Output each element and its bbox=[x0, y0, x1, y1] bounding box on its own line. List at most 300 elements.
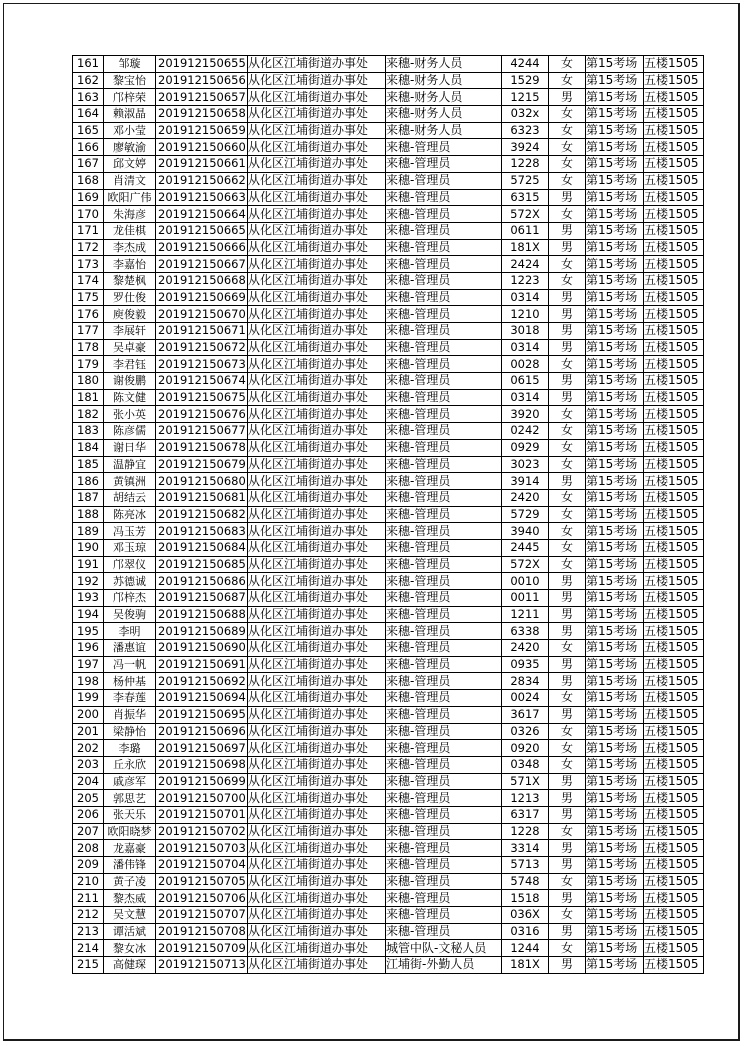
seq-number-cell: 169 bbox=[73, 189, 104, 206]
gender-cell: 男 bbox=[549, 673, 586, 690]
exam-room-cell: 第15考场 bbox=[586, 423, 644, 440]
exam-room-cell: 第15考场 bbox=[586, 189, 644, 206]
exam-room-cell: 第15考场 bbox=[586, 122, 644, 139]
location-cell: 五楼1505 bbox=[644, 773, 704, 790]
candidate-name-cell: 邹璇 bbox=[104, 56, 156, 73]
location-cell: 五楼1505 bbox=[644, 640, 704, 657]
table-row bbox=[73, 590, 704, 607]
seq-number-cell: 187 bbox=[73, 489, 104, 506]
position-cell: 来穗-管理员 bbox=[386, 323, 502, 340]
position-cell: 来穗-财务人员 bbox=[386, 56, 502, 73]
table-row bbox=[73, 506, 704, 523]
admission-ticket-cell: 201912150695 bbox=[156, 706, 248, 723]
location-cell: 五楼1505 bbox=[644, 439, 704, 456]
table-row bbox=[73, 823, 704, 840]
candidate-name-cell: 戚彦军 bbox=[104, 773, 156, 790]
position-cell: 来穗-管理员 bbox=[386, 923, 502, 940]
admission-ticket-cell: 201912150688 bbox=[156, 606, 248, 623]
admission-ticket-cell: 201912150659 bbox=[156, 122, 248, 139]
table-row bbox=[73, 673, 704, 690]
position-cell: 来穗-管理员 bbox=[386, 172, 502, 189]
seq-number-cell: 191 bbox=[73, 556, 104, 573]
location-cell: 五楼1505 bbox=[644, 606, 704, 623]
admission-ticket-cell: 201912150708 bbox=[156, 923, 248, 940]
candidate-name-cell: 冯一帆 bbox=[104, 656, 156, 673]
id-suffix-cell: 5748 bbox=[502, 873, 549, 890]
gender-cell: 男 bbox=[549, 773, 586, 790]
table-row bbox=[73, 339, 704, 356]
location-cell: 五楼1505 bbox=[644, 406, 704, 423]
admission-ticket-cell: 201912150689 bbox=[156, 623, 248, 640]
id-suffix-cell: 0348 bbox=[502, 756, 549, 773]
table-row bbox=[73, 373, 704, 390]
gender-cell: 女 bbox=[549, 740, 586, 757]
seq-number-cell: 211 bbox=[73, 890, 104, 907]
candidate-name-cell: 黎宝怡 bbox=[104, 72, 156, 89]
position-cell: 来穗-管理员 bbox=[386, 623, 502, 640]
candidate-name-cell: 黎楚枫 bbox=[104, 272, 156, 289]
exam-room-cell: 第15考场 bbox=[586, 823, 644, 840]
position-cell: 来穗-管理员 bbox=[386, 673, 502, 690]
admission-ticket-cell: 201912150678 bbox=[156, 439, 248, 456]
id-suffix-cell: 6338 bbox=[502, 623, 549, 640]
gender-cell: 男 bbox=[549, 89, 586, 106]
employer-unit-cell: 从化区江埔街道办事处 bbox=[248, 740, 386, 757]
id-suffix-cell: 0326 bbox=[502, 723, 549, 740]
admission-ticket-cell: 201912150658 bbox=[156, 106, 248, 123]
position-cell: 来穗-管理员 bbox=[386, 473, 502, 490]
id-suffix-cell: 1215 bbox=[502, 89, 549, 106]
gender-cell: 男 bbox=[549, 606, 586, 623]
location-cell: 五楼1505 bbox=[644, 89, 704, 106]
candidate-name-cell: 邝梓杰 bbox=[104, 590, 156, 607]
location-cell: 五楼1505 bbox=[644, 907, 704, 924]
id-suffix-cell: 6317 bbox=[502, 806, 549, 823]
candidate-name-cell: 李明 bbox=[104, 623, 156, 640]
id-suffix-cell: 0028 bbox=[502, 356, 549, 373]
position-cell: 来穗-管理员 bbox=[386, 506, 502, 523]
location-cell: 五楼1505 bbox=[644, 756, 704, 773]
employer-unit-cell: 从化区江埔街道办事处 bbox=[248, 656, 386, 673]
position-cell: 来穗-管理员 bbox=[386, 806, 502, 823]
table-row bbox=[73, 656, 704, 673]
gender-cell: 男 bbox=[549, 189, 586, 206]
exam-room-cell: 第15考场 bbox=[586, 690, 644, 707]
id-suffix-cell: 0314 bbox=[502, 289, 549, 306]
gender-cell: 男 bbox=[549, 857, 586, 874]
table-row bbox=[73, 923, 704, 940]
gender-cell: 女 bbox=[549, 72, 586, 89]
position-cell: 来穗-管理员 bbox=[386, 756, 502, 773]
candidate-name-cell: 李春莲 bbox=[104, 690, 156, 707]
exam-room-cell: 第15考场 bbox=[586, 489, 644, 506]
exam-room-cell: 第15考场 bbox=[586, 523, 644, 540]
seq-number-cell: 203 bbox=[73, 756, 104, 773]
gender-cell: 女 bbox=[549, 272, 586, 289]
gender-cell: 男 bbox=[549, 890, 586, 907]
seq-number-cell: 179 bbox=[73, 356, 104, 373]
gender-cell: 女 bbox=[549, 723, 586, 740]
table-row bbox=[73, 606, 704, 623]
admission-ticket-cell: 201912150709 bbox=[156, 940, 248, 957]
id-suffix-cell: 0011 bbox=[502, 590, 549, 607]
location-cell: 五楼1505 bbox=[644, 940, 704, 957]
admission-ticket-cell: 201912150703 bbox=[156, 840, 248, 857]
id-suffix-cell: 1223 bbox=[502, 272, 549, 289]
id-suffix-cell: 5713 bbox=[502, 857, 549, 874]
gender-cell: 女 bbox=[549, 256, 586, 273]
admission-ticket-cell: 201912150671 bbox=[156, 323, 248, 340]
id-suffix-cell: 0611 bbox=[502, 222, 549, 239]
location-cell: 五楼1505 bbox=[644, 823, 704, 840]
gender-cell: 男 bbox=[549, 623, 586, 640]
gender-cell: 女 bbox=[549, 206, 586, 223]
candidate-name-cell: 黄镇洲 bbox=[104, 473, 156, 490]
exam-room-cell: 第15考场 bbox=[586, 72, 644, 89]
exam-room-cell: 第15考场 bbox=[586, 323, 644, 340]
position-cell: 来穗-管理员 bbox=[386, 790, 502, 807]
table-row bbox=[73, 740, 704, 757]
gender-cell: 女 bbox=[549, 539, 586, 556]
employer-unit-cell: 从化区江埔街道办事处 bbox=[248, 556, 386, 573]
seq-number-cell: 164 bbox=[73, 106, 104, 123]
location-cell: 五楼1505 bbox=[644, 306, 704, 323]
gender-cell: 男 bbox=[549, 373, 586, 390]
table-row bbox=[73, 473, 704, 490]
employer-unit-cell: 从化区江埔街道办事处 bbox=[248, 89, 386, 106]
id-suffix-cell: 1228 bbox=[502, 156, 549, 173]
location-cell: 五楼1505 bbox=[644, 272, 704, 289]
employer-unit-cell: 从化区江埔街道办事处 bbox=[248, 189, 386, 206]
admission-ticket-cell: 201912150690 bbox=[156, 640, 248, 657]
employer-unit-cell: 从化区江埔街道办事处 bbox=[248, 122, 386, 139]
gender-cell: 女 bbox=[549, 640, 586, 657]
candidate-name-cell: 欧阳广伟 bbox=[104, 189, 156, 206]
location-cell: 五楼1505 bbox=[644, 56, 704, 73]
location-cell: 五楼1505 bbox=[644, 890, 704, 907]
employer-unit-cell: 从化区江埔街道办事处 bbox=[248, 139, 386, 156]
seq-number-cell: 171 bbox=[73, 222, 104, 239]
exam-room-cell: 第15考场 bbox=[586, 673, 644, 690]
location-cell: 五楼1505 bbox=[644, 239, 704, 256]
gender-cell: 女 bbox=[549, 423, 586, 440]
admission-ticket-cell: 201912150705 bbox=[156, 873, 248, 890]
gender-cell: 男 bbox=[549, 239, 586, 256]
candidate-name-cell: 朱海彦 bbox=[104, 206, 156, 223]
gender-cell: 女 bbox=[549, 172, 586, 189]
admission-ticket-cell: 201912150674 bbox=[156, 373, 248, 390]
exam-room-cell: 第15考场 bbox=[586, 806, 644, 823]
gender-cell: 女 bbox=[549, 122, 586, 139]
employer-unit-cell: 从化区江埔街道办事处 bbox=[248, 673, 386, 690]
gender-cell: 男 bbox=[549, 957, 586, 974]
candidate-name-cell: 梁静怡 bbox=[104, 723, 156, 740]
seq-number-cell: 215 bbox=[73, 957, 104, 974]
employer-unit-cell: 从化区江埔街道办事处 bbox=[248, 239, 386, 256]
gender-cell: 女 bbox=[549, 139, 586, 156]
admission-ticket-cell: 201912150697 bbox=[156, 740, 248, 757]
exam-room-cell: 第15考场 bbox=[586, 573, 644, 590]
location-cell: 五楼1505 bbox=[644, 539, 704, 556]
employer-unit-cell: 从化区江埔街道办事处 bbox=[248, 506, 386, 523]
id-suffix-cell: 2420 bbox=[502, 640, 549, 657]
exam-room-cell: 第15考场 bbox=[586, 373, 644, 390]
employer-unit-cell: 从化区江埔街道办事处 bbox=[248, 706, 386, 723]
gender-cell: 男 bbox=[549, 389, 586, 406]
admission-ticket-cell: 201912150666 bbox=[156, 239, 248, 256]
location-cell: 五楼1505 bbox=[644, 723, 704, 740]
location-cell: 五楼1505 bbox=[644, 289, 704, 306]
position-cell: 来穗-管理员 bbox=[386, 189, 502, 206]
candidate-name-cell: 罗仕俊 bbox=[104, 289, 156, 306]
gender-cell: 女 bbox=[549, 439, 586, 456]
location-cell: 五楼1505 bbox=[644, 189, 704, 206]
location-cell: 五楼1505 bbox=[644, 840, 704, 857]
id-suffix-cell: 3617 bbox=[502, 706, 549, 723]
id-suffix-cell: 0935 bbox=[502, 656, 549, 673]
location-cell: 五楼1505 bbox=[644, 156, 704, 173]
position-cell: 来穗-管理员 bbox=[386, 523, 502, 540]
gender-cell: 女 bbox=[549, 690, 586, 707]
admission-ticket-cell: 201912150681 bbox=[156, 489, 248, 506]
seq-number-cell: 212 bbox=[73, 907, 104, 924]
seq-number-cell: 214 bbox=[73, 940, 104, 957]
gender-cell: 男 bbox=[549, 339, 586, 356]
admission-ticket-cell: 201912150676 bbox=[156, 406, 248, 423]
position-cell: 来穗-管理员 bbox=[386, 857, 502, 874]
candidate-name-cell: 龙佳棋 bbox=[104, 222, 156, 239]
admission-ticket-cell: 201912150683 bbox=[156, 523, 248, 540]
candidate-name-cell: 李杰成 bbox=[104, 239, 156, 256]
seq-number-cell: 204 bbox=[73, 773, 104, 790]
admission-ticket-cell: 201912150691 bbox=[156, 656, 248, 673]
table-row bbox=[73, 139, 704, 156]
location-cell: 五楼1505 bbox=[644, 473, 704, 490]
location-cell: 五楼1505 bbox=[644, 673, 704, 690]
position-cell: 来穗-管理员 bbox=[386, 406, 502, 423]
exam-room-cell: 第15考场 bbox=[586, 406, 644, 423]
exam-room-cell: 第15考场 bbox=[586, 840, 644, 857]
employer-unit-cell: 从化区江埔街道办事处 bbox=[248, 873, 386, 890]
gender-cell: 女 bbox=[549, 940, 586, 957]
table-row bbox=[73, 857, 704, 874]
admission-ticket-cell: 201912150673 bbox=[156, 356, 248, 373]
location-cell: 五楼1505 bbox=[644, 106, 704, 123]
employer-unit-cell: 从化区江埔街道办事处 bbox=[248, 539, 386, 556]
location-cell: 五楼1505 bbox=[644, 656, 704, 673]
location-cell: 五楼1505 bbox=[644, 373, 704, 390]
gender-cell: 男 bbox=[549, 790, 586, 807]
location-cell: 五楼1505 bbox=[644, 256, 704, 273]
employer-unit-cell: 从化区江埔街道办事处 bbox=[248, 106, 386, 123]
exam-room-cell: 第15考场 bbox=[586, 356, 644, 373]
candidate-name-cell: 李君钰 bbox=[104, 356, 156, 373]
position-cell: 来穗-管理员 bbox=[386, 640, 502, 657]
admission-ticket-cell: 201912150694 bbox=[156, 690, 248, 707]
id-suffix-cell: 3023 bbox=[502, 456, 549, 473]
table-row bbox=[73, 72, 704, 89]
exam-room-cell: 第15考场 bbox=[586, 773, 644, 790]
admission-ticket-cell: 201912150669 bbox=[156, 289, 248, 306]
position-cell: 来穗-管理员 bbox=[386, 456, 502, 473]
position-cell: 来穗-管理员 bbox=[386, 907, 502, 924]
employer-unit-cell: 从化区江埔街道办事处 bbox=[248, 923, 386, 940]
table-row bbox=[73, 356, 704, 373]
employer-unit-cell: 从化区江埔街道办事处 bbox=[248, 840, 386, 857]
admission-ticket-cell: 201912150707 bbox=[156, 907, 248, 924]
position-cell: 城管中队-文秘人员 bbox=[386, 940, 502, 957]
exam-room-cell: 第15考场 bbox=[586, 640, 644, 657]
position-cell: 来穗-管理员 bbox=[386, 656, 502, 673]
seq-number-cell: 186 bbox=[73, 473, 104, 490]
table-row bbox=[73, 272, 704, 289]
candidate-name-cell: 潘伟锋 bbox=[104, 857, 156, 874]
employer-unit-cell: 从化区江埔街道办事处 bbox=[248, 473, 386, 490]
gender-cell: 男 bbox=[549, 923, 586, 940]
gender-cell: 女 bbox=[549, 156, 586, 173]
admission-ticket-cell: 201912150685 bbox=[156, 556, 248, 573]
id-suffix-cell: 571X bbox=[502, 773, 549, 790]
gender-cell: 男 bbox=[549, 306, 586, 323]
seq-number-cell: 165 bbox=[73, 122, 104, 139]
seq-number-cell: 184 bbox=[73, 439, 104, 456]
seq-number-cell: 175 bbox=[73, 289, 104, 306]
seq-number-cell: 199 bbox=[73, 690, 104, 707]
gender-cell: 女 bbox=[549, 823, 586, 840]
employer-unit-cell: 从化区江埔街道办事处 bbox=[248, 857, 386, 874]
employer-unit-cell: 从化区江埔街道办事处 bbox=[248, 373, 386, 390]
table-row bbox=[73, 890, 704, 907]
table-row bbox=[73, 690, 704, 707]
location-cell: 五楼1505 bbox=[644, 690, 704, 707]
seq-number-cell: 207 bbox=[73, 823, 104, 840]
seq-number-cell: 172 bbox=[73, 239, 104, 256]
table-row bbox=[73, 439, 704, 456]
exam-room-cell: 第15考场 bbox=[586, 756, 644, 773]
candidate-name-cell: 陈彦儒 bbox=[104, 423, 156, 440]
id-suffix-cell: 1244 bbox=[502, 940, 549, 957]
position-cell: 来穗-管理员 bbox=[386, 239, 502, 256]
candidate-name-cell: 吴文慧 bbox=[104, 907, 156, 924]
gender-cell: 女 bbox=[549, 406, 586, 423]
table-row bbox=[73, 306, 704, 323]
gender-cell: 女 bbox=[549, 556, 586, 573]
candidate-name-cell: 杨仲基 bbox=[104, 673, 156, 690]
candidate-name-cell: 谢俊鹏 bbox=[104, 373, 156, 390]
seq-number-cell: 161 bbox=[73, 56, 104, 73]
employer-unit-cell: 从化区江埔街道办事处 bbox=[248, 206, 386, 223]
gender-cell: 女 bbox=[549, 907, 586, 924]
gender-cell: 女 bbox=[549, 756, 586, 773]
id-suffix-cell: 0242 bbox=[502, 423, 549, 440]
admission-ticket-cell: 201912150696 bbox=[156, 723, 248, 740]
candidate-name-cell: 李嘉怡 bbox=[104, 256, 156, 273]
exam-room-cell: 第15考场 bbox=[586, 139, 644, 156]
table-row bbox=[73, 840, 704, 857]
location-cell: 五楼1505 bbox=[644, 957, 704, 974]
table-row bbox=[73, 456, 704, 473]
candidate-name-cell: 龙嘉豪 bbox=[104, 840, 156, 857]
id-suffix-cell: 036X bbox=[502, 907, 549, 924]
location-cell: 五楼1505 bbox=[644, 222, 704, 239]
table-row bbox=[73, 723, 704, 740]
exam-room-cell: 第15考场 bbox=[586, 790, 644, 807]
seq-number-cell: 170 bbox=[73, 206, 104, 223]
table-body bbox=[73, 56, 704, 974]
seq-number-cell: 166 bbox=[73, 139, 104, 156]
location-cell: 五楼1505 bbox=[644, 323, 704, 340]
location-cell: 五楼1505 bbox=[644, 122, 704, 139]
employer-unit-cell: 从化区江埔街道办事处 bbox=[248, 957, 386, 974]
employer-unit-cell: 从化区江埔街道办事处 bbox=[248, 940, 386, 957]
id-suffix-cell: 3914 bbox=[502, 473, 549, 490]
exam-room-cell: 第15考场 bbox=[586, 857, 644, 874]
table-row bbox=[73, 873, 704, 890]
location-cell: 五楼1505 bbox=[644, 356, 704, 373]
candidate-name-cell: 李展轩 bbox=[104, 323, 156, 340]
id-suffix-cell: 1529 bbox=[502, 72, 549, 89]
location-cell: 五楼1505 bbox=[644, 72, 704, 89]
seq-number-cell: 176 bbox=[73, 306, 104, 323]
employer-unit-cell: 从化区江埔街道办事处 bbox=[248, 72, 386, 89]
exam-room-cell: 第15考场 bbox=[586, 306, 644, 323]
seq-number-cell: 194 bbox=[73, 606, 104, 623]
admission-ticket-cell: 201912150706 bbox=[156, 890, 248, 907]
seq-number-cell: 182 bbox=[73, 406, 104, 423]
seq-number-cell: 210 bbox=[73, 873, 104, 890]
exam-room-cell: 第15考场 bbox=[586, 890, 644, 907]
table-row bbox=[73, 556, 704, 573]
location-cell: 五楼1505 bbox=[644, 873, 704, 890]
position-cell: 来穗-管理员 bbox=[386, 690, 502, 707]
exam-room-cell: 第15考场 bbox=[586, 723, 644, 740]
table-row bbox=[73, 940, 704, 957]
position-cell: 来穗-管理员 bbox=[386, 773, 502, 790]
table-row bbox=[73, 172, 704, 189]
location-cell: 五楼1505 bbox=[644, 857, 704, 874]
candidate-name-cell: 邱文婷 bbox=[104, 156, 156, 173]
seq-number-cell: 190 bbox=[73, 539, 104, 556]
table-row bbox=[73, 539, 704, 556]
position-cell: 来穗-管理员 bbox=[386, 156, 502, 173]
exam-room-cell: 第15考场 bbox=[586, 506, 644, 523]
table-row bbox=[73, 89, 704, 106]
employer-unit-cell: 从化区江埔街道办事处 bbox=[248, 456, 386, 473]
exam-room-cell: 第15考场 bbox=[586, 706, 644, 723]
exam-room-cell: 第15考场 bbox=[586, 289, 644, 306]
exam-room-cell: 第15考场 bbox=[586, 222, 644, 239]
location-cell: 五楼1505 bbox=[644, 573, 704, 590]
table-row bbox=[73, 106, 704, 123]
seq-number-cell: 209 bbox=[73, 857, 104, 874]
gender-cell: 女 bbox=[549, 456, 586, 473]
position-cell: 来穗-管理员 bbox=[386, 373, 502, 390]
gender-cell: 女 bbox=[549, 489, 586, 506]
location-cell: 五楼1505 bbox=[644, 790, 704, 807]
position-cell: 来穗-管理员 bbox=[386, 873, 502, 890]
admission-ticket-cell: 201912150700 bbox=[156, 790, 248, 807]
seq-number-cell: 177 bbox=[73, 323, 104, 340]
position-cell: 来穗-管理员 bbox=[386, 289, 502, 306]
seq-number-cell: 192 bbox=[73, 573, 104, 590]
position-cell: 来穗-管理员 bbox=[386, 272, 502, 289]
employer-unit-cell: 从化区江埔街道办事处 bbox=[248, 256, 386, 273]
seq-number-cell: 174 bbox=[73, 272, 104, 289]
employer-unit-cell: 从化区江埔街道办事处 bbox=[248, 890, 386, 907]
employer-unit-cell: 从化区江埔街道办事处 bbox=[248, 389, 386, 406]
gender-cell: 男 bbox=[549, 806, 586, 823]
seq-number-cell: 205 bbox=[73, 790, 104, 807]
